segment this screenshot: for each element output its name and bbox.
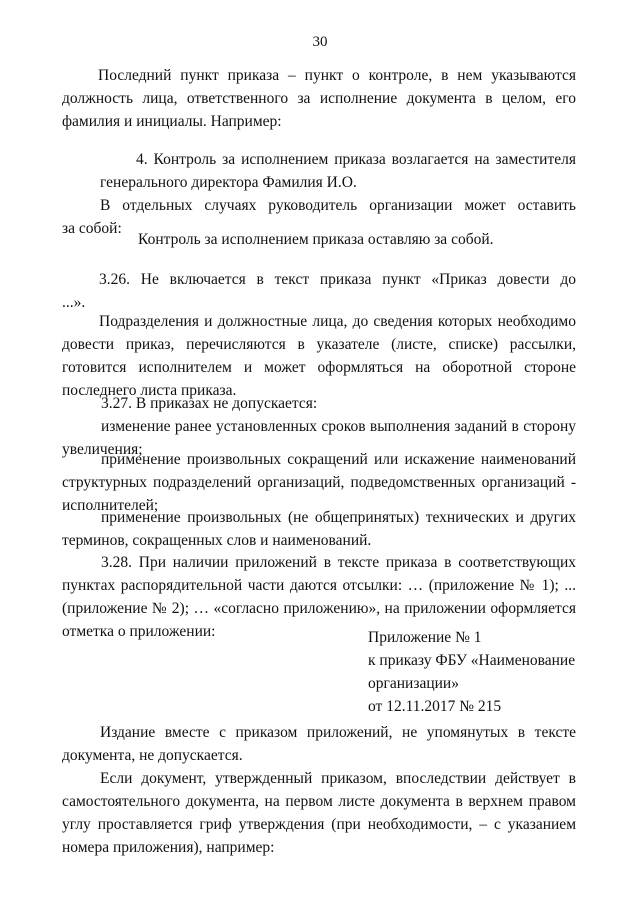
text-line: Если документ, утвержденный приказом, впоследствии действует в bbox=[100, 770, 576, 787]
attachment-stamp-line: Приложение № 1 bbox=[368, 629, 482, 646]
text-line: применение произвольных (не общепринятых) технических и других bbox=[101, 509, 576, 526]
text-line: документа, не допускается. bbox=[62, 747, 243, 764]
text-line: номера приложения), например: bbox=[62, 839, 275, 856]
text-line: за собой: bbox=[62, 220, 122, 237]
text-line: 4. Контроль за исполнением приказа возлагается на заместителя bbox=[136, 151, 576, 168]
text-line: В отдельных случаях руководитель организации может оставить bbox=[100, 197, 576, 214]
text-line: увеличения; bbox=[62, 441, 143, 458]
text-line: ...». bbox=[62, 294, 86, 311]
attachment-stamp-line: от 12.11.2017 № 215 bbox=[368, 698, 502, 715]
text-line: 3.27. В приказах не допускается: bbox=[101, 395, 318, 412]
text-line: 3.28. При наличии приложений в тексте приказа в соответствующих bbox=[101, 554, 576, 571]
text-line: Издание вместе с приказом приложений, не упомянутых в тексте bbox=[100, 724, 576, 741]
text-line: структурных подразделений организаций, подведомственных организаций - bbox=[62, 474, 576, 491]
text-line: Последний пункт приказа – пункт о контроле, в нем указываются bbox=[98, 67, 576, 84]
attachment-stamp-line: к приказу ФБУ «Наименование bbox=[368, 652, 576, 669]
text-line: пунктах распорядительной части даются отсылки: … (приложение № 1); ... bbox=[62, 577, 576, 594]
text-line: готовится исполнителем и может оформляться на оборотной стороне bbox=[62, 359, 576, 376]
text-line: изменение ранее установленных сроков выполнения заданий в сторону bbox=[101, 418, 576, 435]
text-line: отметка о приложении: bbox=[62, 623, 216, 640]
text-line: генерального директора Фамилия И.О. bbox=[100, 174, 357, 191]
text-line: самостоятельного документа, на первом листе документа в верхнем правом bbox=[62, 793, 576, 810]
attachment-stamp-line: организации» bbox=[368, 675, 459, 692]
text-line: (приложение № 2); … «согласно приложению», на приложении оформляется bbox=[62, 600, 576, 617]
text-line: терминов, сокращенных слов и наименований. bbox=[62, 532, 372, 549]
text-line: фамилия и инициалы. Например: bbox=[62, 113, 282, 130]
text-line: 3.26. Не включается в текст приказа пункт «Приказ довести до bbox=[99, 271, 576, 288]
page-number: 30 bbox=[312, 34, 328, 50]
text-line: применение произвольных сокращений или искажение наименований bbox=[101, 451, 576, 468]
text-line: последнего листа приказа. bbox=[62, 382, 237, 399]
text-line: Контроль за исполнением приказа оставляю за собой. bbox=[138, 231, 494, 248]
text-line: Подразделения и должностные лица, до сведения которых необходимо bbox=[99, 313, 576, 330]
text-line: исполнителей; bbox=[62, 497, 159, 514]
text-line: должность лица, ответственного за исполнение документа в целом, его bbox=[62, 90, 576, 107]
text-line: углу проставляется гриф утверждения (при необходимости, – с указанием bbox=[62, 816, 576, 833]
text-line: довести приказ, перечисляются в указателе (листе, списке) рассылки, bbox=[62, 336, 576, 353]
